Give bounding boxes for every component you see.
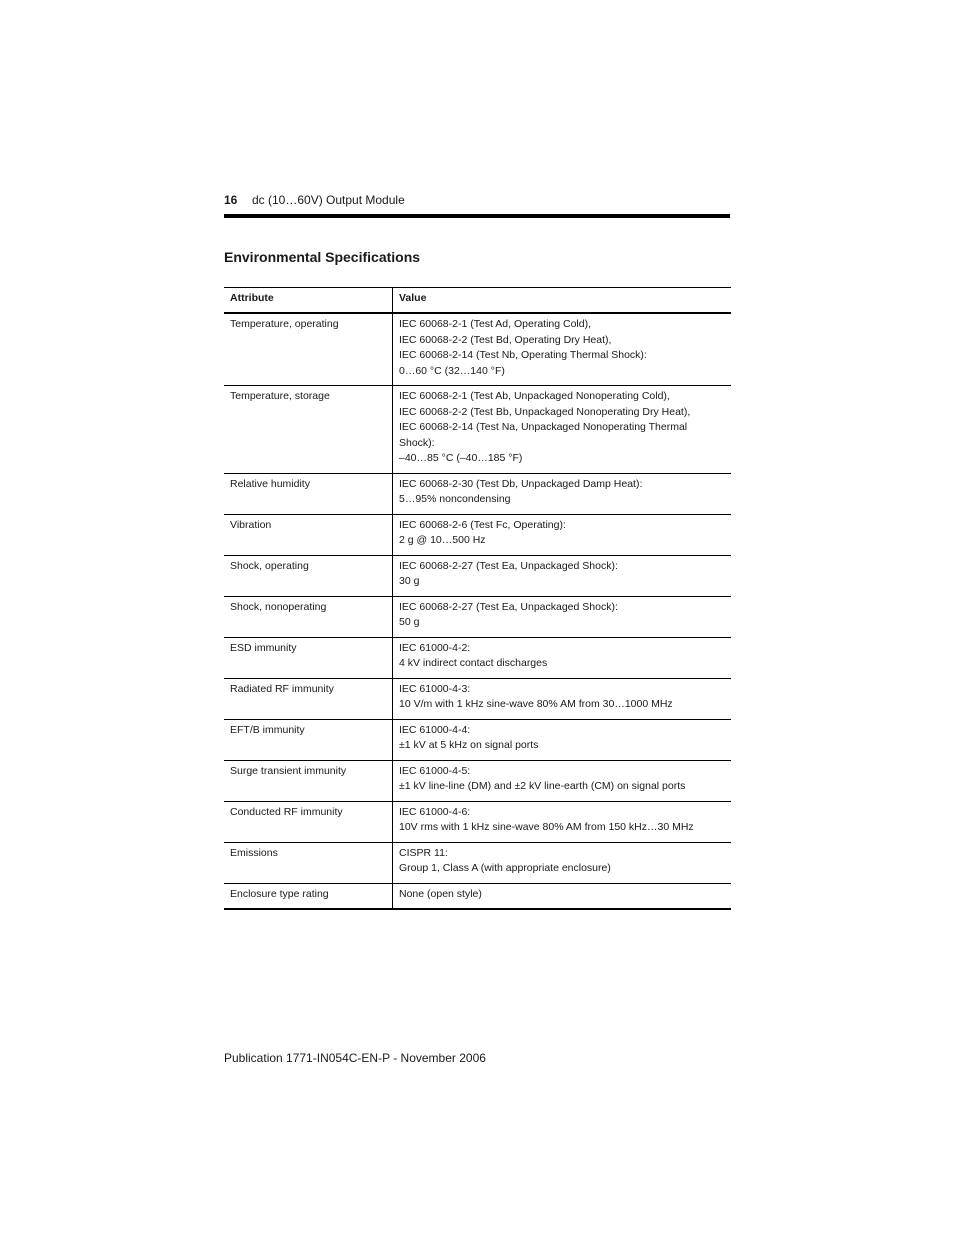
table-row [224, 386, 731, 474]
value-line: Group 1, Class A (with appropriate enclosure) [399, 862, 611, 874]
attribute-cell: Enclosure type rating [224, 883, 393, 909]
table-row [224, 514, 731, 555]
value-cell [393, 313, 732, 386]
value-line: IEC 60068-2-1 (Test Ab, Unpackaged Nonoperating Cold), [399, 390, 670, 402]
value-cell [393, 555, 732, 596]
table-row [224, 719, 731, 760]
value-line: IEC 60068-2-27 (Test Ea, Unpackaged Shock): [399, 600, 618, 613]
table-row [224, 637, 731, 678]
value-line: IEC 60068-2-2 (Test Bb, Unpackaged Nonoperating Dry Heat), [399, 405, 691, 418]
value-line: None (open style) [399, 887, 482, 900]
value-line: IEC 60068-2-27 (Test Ea, Unpackaged Shock): [399, 559, 618, 572]
value-line: 50 g [399, 616, 420, 628]
value-cell [393, 473, 732, 514]
publication-footer: Publication 1771-IN054C-EN-P - November 2006 [224, 1051, 486, 1065]
value-cell [393, 596, 732, 637]
value-line: IEC 60068-2-30 (Test Db, Unpackaged Damp Heat): [399, 477, 643, 490]
attribute-cell: ESD immunity [224, 637, 393, 678]
attribute-cell: Vibration [224, 514, 393, 555]
value-line: IEC 60068-2-14 (Test Nb, Operating Thermal Shock): [399, 349, 647, 361]
value-line: IEC 61000-4-4: [399, 723, 471, 736]
value-line: –40…85 °C (–40…185 °F) [399, 452, 523, 464]
value-line: 30 g [399, 575, 420, 587]
value-cell [393, 678, 732, 719]
value-line: IEC 61000-4-2: [399, 641, 471, 654]
table-row [224, 760, 731, 801]
value-line: 4 kV indirect contact discharges [399, 657, 548, 669]
header-title: dc (10…60V) Output Module [252, 193, 405, 207]
attribute-cell: EFT/B immunity [224, 719, 393, 760]
column-header-value: Value [393, 288, 732, 314]
table-body [224, 313, 731, 909]
table-row [224, 883, 731, 909]
value-cell [393, 637, 732, 678]
attribute-cell: Surge transient immunity [224, 760, 393, 801]
attribute-cell: Relative humidity [224, 473, 393, 514]
value-line: CISPR 11: [399, 846, 448, 859]
value-line: 0…60 °C (32…140 °F) [399, 364, 505, 377]
value-line: IEC 60068-2-2 (Test Bd, Operating Dry Heat), [399, 333, 612, 346]
value-cell [393, 842, 732, 883]
attribute-cell: Temperature, storage [224, 386, 393, 474]
table-row [224, 678, 731, 719]
value-line: 10V rms with 1 kHz sine-wave 80% AM from 150 kHz…30 MHz [399, 821, 694, 833]
value-line: ±1 kV line-line (DM) and ±2 kV line-earth (CM) on signal ports [399, 780, 686, 792]
attribute-cell: Shock, operating [224, 555, 393, 596]
page-number: 16 [224, 193, 238, 207]
value-line: ±1 kV at 5 kHz on signal ports [399, 739, 539, 751]
column-header-attribute: Attribute [224, 288, 393, 314]
header-rule [224, 214, 730, 218]
value-cell [393, 719, 732, 760]
table-row [224, 596, 731, 637]
table-header-row [224, 288, 731, 314]
value-cell [393, 883, 732, 909]
value-cell [393, 386, 732, 474]
value-line: 5…95% noncondensing [399, 493, 511, 505]
value-line: IEC 61000-4-6: [399, 805, 471, 818]
table-row [224, 801, 731, 842]
value-cell [393, 801, 732, 842]
value-line: IEC 60068-2-6 (Test Fc, Operating): [399, 518, 566, 531]
table-row [224, 842, 731, 883]
attribute-cell: Emissions [224, 842, 393, 883]
value-line: IEC 60068-2-14 (Test Na, Unpackaged Nonoperating Thermal Shock): [399, 421, 688, 449]
section-title: Environmental Specifications [224, 249, 421, 265]
environmental-specifications-table [224, 287, 731, 910]
attribute-cell: Shock, nonoperating [224, 596, 393, 637]
value-cell [393, 760, 732, 801]
value-line: 2 g @ 10…500 Hz [399, 534, 486, 546]
value-line: IEC 61000-4-3: [399, 682, 471, 695]
value-line: 10 V/m with 1 kHz sine-wave 80% AM from 30…1000 MHz [399, 698, 673, 710]
value-cell [393, 514, 732, 555]
value-line: IEC 60068-2-1 (Test Ad, Operating Cold), [399, 318, 592, 330]
value-line: IEC 61000-4-5: [399, 764, 471, 777]
attribute-cell: Temperature, operating [224, 313, 393, 386]
table-row [224, 313, 731, 386]
attribute-cell: Radiated RF immunity [224, 678, 393, 719]
page-header [224, 192, 730, 208]
attribute-cell: Conducted RF immunity [224, 801, 393, 842]
table-row [224, 473, 731, 514]
table-row [224, 555, 731, 596]
